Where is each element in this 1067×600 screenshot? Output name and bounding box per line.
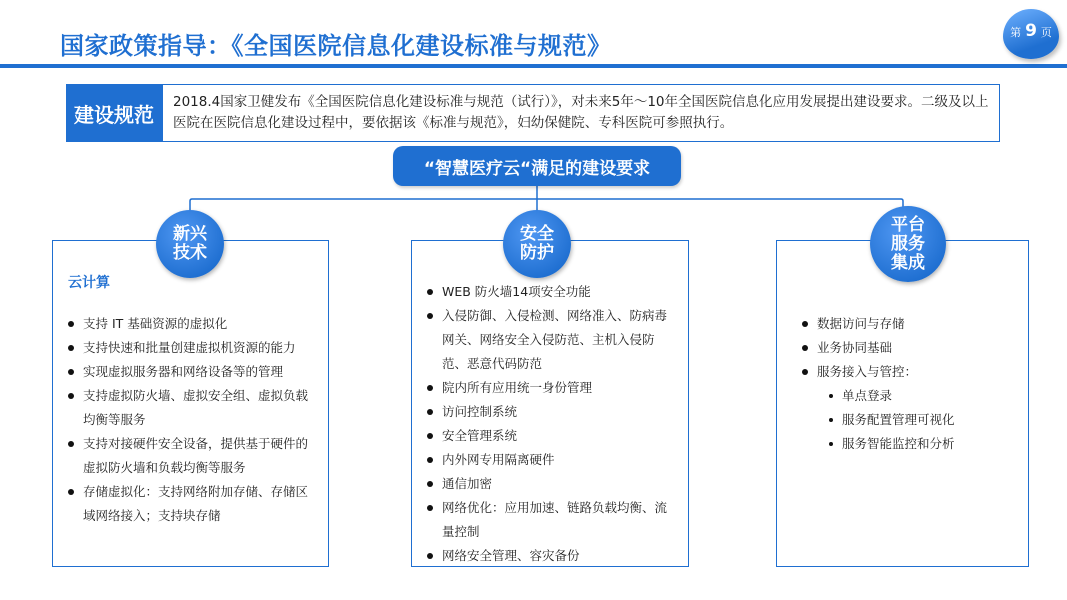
page-title: 国家政策指导：《全国医院信息化建设标准与规范》	[60, 32, 612, 60]
page-number: 9	[1025, 21, 1037, 41]
list-item: 网络安全管理、容灾备份	[427, 544, 677, 568]
list-item: 访问控制系统	[427, 400, 677, 424]
circle-platform	[870, 206, 946, 282]
list-item: 存储虚拟化：支持网络附加存储、存储区域网络接入；支持块存储	[68, 480, 318, 528]
bullet-list-emerging-tech	[68, 312, 318, 528]
sub-list-item: 单点登录	[802, 384, 1022, 408]
list-item: WEB 防火墙14项安全功能	[427, 280, 677, 304]
list-item: 通信加密	[427, 472, 677, 496]
list-item: 支持快速和批量创建虚拟机资源的能力	[68, 336, 318, 360]
list-item: 入侵防御、入侵检测、网络准入、防病毒网关、网络安全入侵防范、主机入侵防范、恶意代码防范	[427, 304, 677, 376]
list-item: 安全管理系统	[427, 424, 677, 448]
list-item: 数据访问与存储	[802, 312, 1022, 336]
page-number-badge	[1003, 9, 1059, 59]
list-item: 网络优化：应用加速、链路负载均衡、流量控制	[427, 496, 677, 544]
center-requirements-label: “智慧医疗云“满足的建设要求	[393, 146, 681, 186]
circle-security	[503, 210, 571, 278]
page-indicator	[1003, 21, 1059, 41]
column-heading-cloud: 云计算	[68, 275, 110, 291]
list-item: 院内所有应用统一身份管理	[427, 376, 677, 400]
page-prefix: 第	[1010, 26, 1022, 39]
intro-label: 建设规范	[66, 84, 162, 142]
list-item: 服务接入与管控：	[802, 360, 1022, 384]
title-underline	[0, 64, 1067, 68]
bullet-list-security	[427, 280, 677, 568]
sub-list-item: 服务智能监控和分析	[802, 432, 1022, 456]
page-suffix: 页	[1040, 26, 1052, 39]
circle-label: 新兴 技术	[173, 224, 207, 263]
intro-text: 2018.4国家卫健发布《全国医院信息化建设标准与规范（试行）》，对未来5年～10年全国医院信息化应用发展提出建设要求。二级及以上医院在医院信息化建设过程中，要依据该《标准与规范》，妇幼保健院、专科医院可参照执行。	[162, 84, 1000, 142]
circle-label: 安全 防护	[520, 224, 554, 263]
list-item: 内外网专用隔离硬件	[427, 448, 677, 472]
list-item: 实现虚拟服务器和网络设备等的管理	[68, 360, 318, 384]
list-item: 支持虚拟防火墙、虚拟安全组、虚拟负载均衡等服务	[68, 384, 318, 432]
list-item: 业务协同基础	[802, 336, 1022, 360]
list-item: 支持对接硬件安全设备，提供基于硬件的虚拟防火墙和负载均衡等服务	[68, 432, 318, 480]
circle-emerging-tech	[156, 210, 224, 278]
sub-list-item: 服务配置管理可视化	[802, 408, 1022, 432]
list-item: 支持 IT 基础资源的虚拟化	[68, 312, 318, 336]
circle-label: 平台 服务 集成	[891, 214, 925, 273]
bullet-list-platform	[802, 312, 1022, 456]
